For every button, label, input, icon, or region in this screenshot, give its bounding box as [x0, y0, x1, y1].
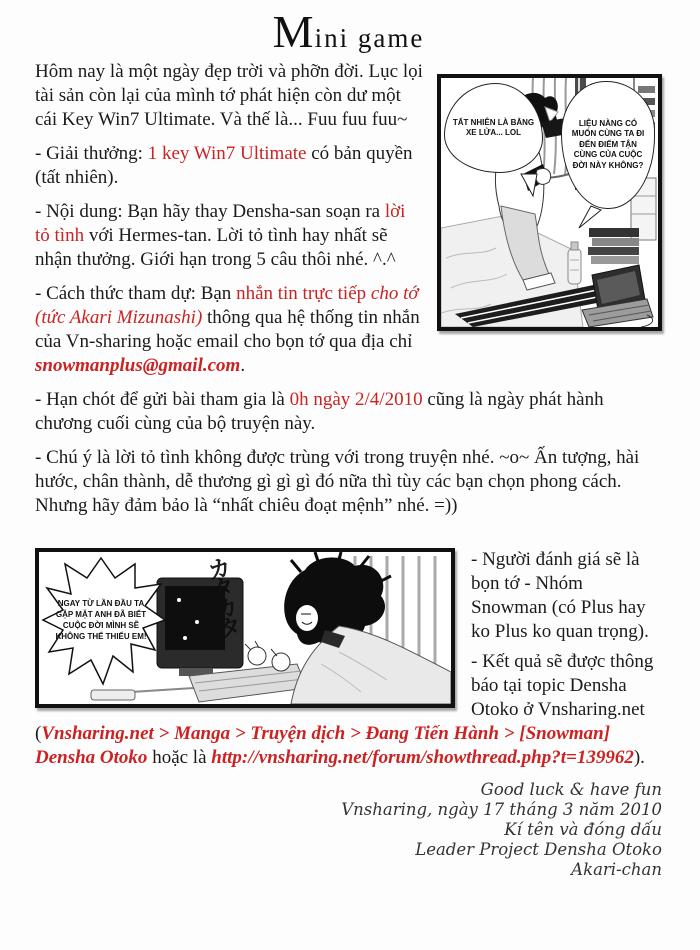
- text-segment: .: [240, 355, 246, 376]
- text-segment: thông qua hệ thống tin nhắn của Vn-sharing hoặc email cho bọn tớ qua địa chỉ: [35, 307, 420, 352]
- text-segment: 0h ngày 2/4/2010: [289, 389, 423, 410]
- signature-line: Akari-chan: [571, 860, 662, 879]
- text-segment: - Giải thưởng:: [35, 143, 148, 164]
- speech-bubble-confession: NGAY TỪ LẦN ĐẦU TA GẶP MẶT ANH ĐÃ BIẾT CUỘC ĐỜI MÌNH SẼ KHÔNG THỂ THIẾU EM!: [55, 599, 147, 641]
- note-paragraph: [35, 446, 662, 518]
- forum-url-link[interactable]: http://vnsharing.net/forum/showthread.php?t=139962: [211, 747, 634, 768]
- text-segment: với Hermes-tan. Lời tỏ tình hay nhất sẽ nhận thưởng. Giới hạn trong 5 câu thôi nhé. ^.^: [35, 225, 396, 270]
- signature-line: Good luck & have fun: [480, 780, 662, 799]
- text-segment: - Chú ý là lời tỏ tình không được trùng với trong truyện nhé. ~o~ Ấn tượng, hài hước, chân thành, dễ thương gì gì gì đó nữa thì tùy các bạn chọn phong cách. Nhưng hãy đảm bảo là “nhất chiêu đoạt mệnh” nhé. =)): [35, 447, 640, 516]
- text-segment: - Kết quả sẽ được thông báo tại topic Densha Otoko ở Vnsharing.net (: [35, 651, 654, 744]
- page-title: Mini game: [272, 6, 425, 57]
- speech-bubble-proposal: LIỆU NÀNG CÓ MUỐN CÙNG TA ĐI ĐẾN ĐIỂM TẬN CÙNG CỦA CUỘC ĐỜI NÀY KHÔNG?: [561, 81, 655, 209]
- forum-breadcrumb-link[interactable]: Vnsharing.net > Manga > Truyện dịch > Đang Tiến Hành > [Snowman] Densha Otoko: [35, 723, 611, 768]
- signature-line: Vnsharing, ngày 17 tháng 3 năm 2010: [341, 800, 662, 819]
- text-segment: Hôm nay là một ngày đẹp trời và phỡn đời. Lục lọi tài sản còn lại của mình tớ phát hiện còn dư một cái Key Win7 Ultimate. Và thế là... Fuu fuu fuu~: [35, 61, 423, 130]
- deadline-paragraph: [35, 388, 662, 436]
- manga-panel-top: [437, 74, 662, 331]
- text-segment: hoặc là: [147, 747, 212, 768]
- signature-line: Kí tên và đóng dấu: [504, 820, 662, 839]
- text-segment: nhắn tin trực tiếp: [236, 283, 371, 304]
- speech-bubble-train: TẤT NHIÊN LÀ BẰNG XE LỬA... LOL: [444, 83, 543, 173]
- manga-panel-bottom: [35, 548, 455, 708]
- text-segment: - Cách thức tham dự: Bạn: [35, 283, 237, 304]
- signature-block: [35, 780, 662, 880]
- text-segment: ).: [633, 747, 645, 768]
- text-segment: cũng là ngày phát hành chương cuối cùng của bộ truyện này.: [35, 389, 604, 434]
- magazine-stack-art: [588, 228, 639, 264]
- text-segment: có bản quyền (tất nhiên).: [35, 143, 413, 188]
- text-segment: 1 key Win7 Ultimate: [147, 143, 307, 164]
- text-segment: - Hạn chót để gửi bài tham gia là: [35, 389, 290, 410]
- text-segment: - Người đánh giá sẽ là bọn tớ - Nhóm Snowman (có Plus hay ko Plus ko quan trọng).: [471, 549, 649, 642]
- contact-email-link[interactable]: snowmanplus@gmail.com: [35, 355, 241, 376]
- typing-sfx: カタカタ: [200, 554, 243, 639]
- text-segment: - Nội dung: Bạn hãy thay Densha-san soạn ra: [35, 201, 385, 222]
- text-segment: lời tỏ tình: [35, 201, 406, 246]
- text-segment: cho tớ (tức Akari Mizunashi): [35, 283, 419, 328]
- signature-line: Leader Project Densha Otoko: [415, 840, 662, 859]
